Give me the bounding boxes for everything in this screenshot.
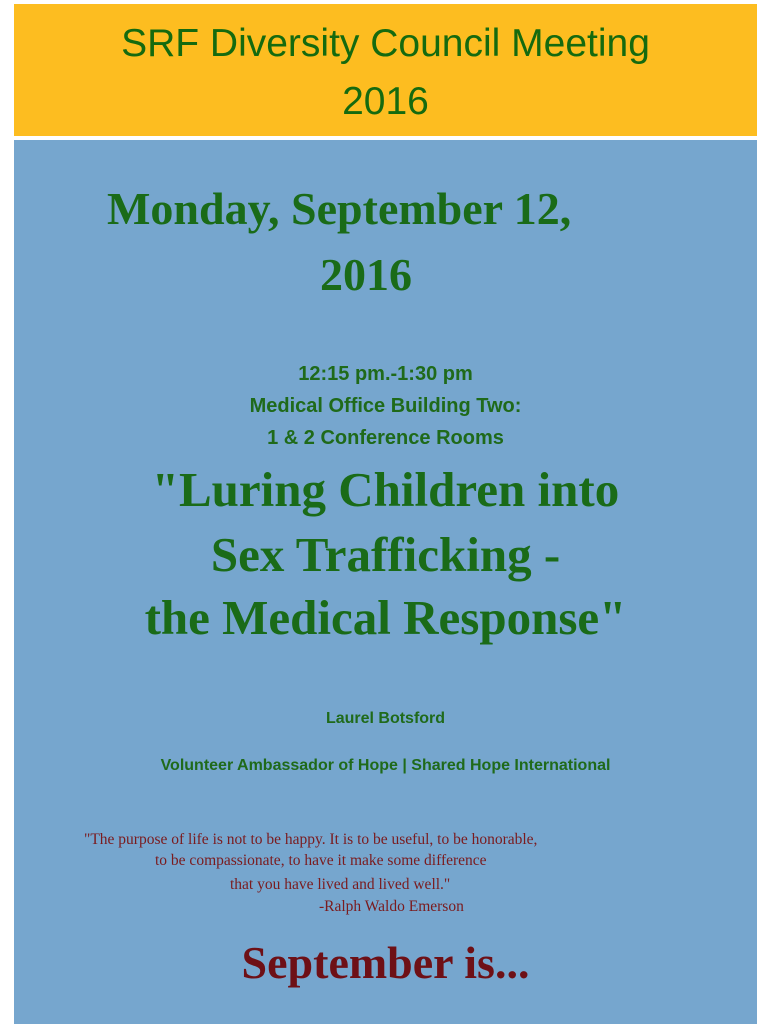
header-title-line2: 2016	[342, 80, 429, 123]
event-time: 12:15 pm.-1:30 pm	[298, 363, 473, 385]
talk-title-line2: Sex Trafficking -	[210, 527, 561, 582]
event-date-line2: 2016	[320, 249, 412, 300]
quote-line1: "The purpose of life is not to be happy. It is to be useful, to be honorable,	[84, 831, 538, 848]
quote-line3: that you have lived and lived well."	[230, 876, 451, 893]
speaker-affiliation: Volunteer Ambassador of Hope | Shared Hope International	[160, 757, 611, 774]
quote-attribution: -Ralph Waldo Emerson	[319, 898, 464, 915]
content-panel	[14, 140, 757, 1024]
closing-headline: September is...	[241, 937, 530, 988]
event-location-line1: Medical Office Building Two:	[249, 395, 522, 417]
header-banner	[14, 4, 757, 136]
talk-title-line1: "Luring Children into	[151, 462, 620, 517]
header-title-line1: SRF Diversity Council Meeting	[121, 22, 650, 65]
event-location-line2: 1 & 2 Conference Rooms	[267, 427, 504, 449]
quote-line2: to be compassionate, to have it make some difference	[155, 852, 487, 869]
speaker-name: Laurel Botsford	[325, 710, 446, 727]
event-date-line1: Monday, September 12,	[107, 183, 572, 234]
talk-title-line3: the Medical Response"	[144, 590, 627, 645]
